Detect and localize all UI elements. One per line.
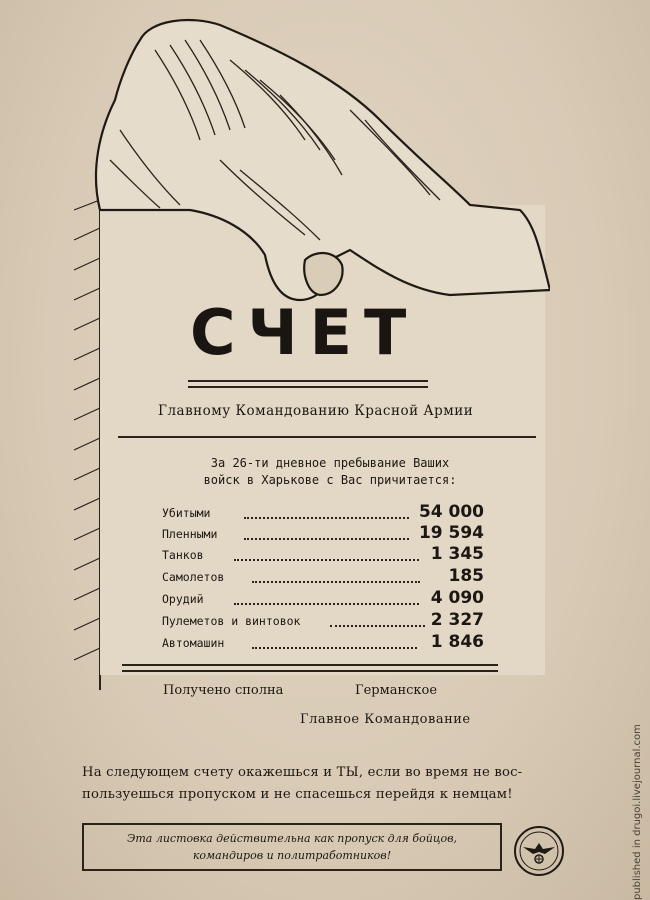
bill-row-machineguns (162, 610, 492, 630)
appeal-line-2: пользуешься пропуском и не спасешься перейдя к немцам! (82, 787, 513, 802)
dot-leader (252, 581, 420, 583)
intro-line-2: войск в Харькове с Вас причитается: (203, 473, 457, 487)
bill-row-killed (162, 502, 492, 522)
bill-row-vehicles (162, 632, 492, 652)
bill-row-value: 1 345 (430, 544, 484, 564)
header-divider (118, 436, 536, 438)
pass-line-1: Эта листовка действительна как пропуск для бойцов, (126, 832, 458, 845)
dot-leader (234, 559, 419, 561)
bill-row-label: Автомашин (162, 636, 225, 650)
dot-leader (234, 603, 419, 605)
bill-row-label: Пленными (162, 527, 218, 541)
dot-leader (330, 625, 425, 627)
title-underline (188, 380, 428, 382)
bill-row-label: Орудий (162, 592, 204, 606)
bill-row-value: 54 000 (418, 502, 484, 522)
received-text: Получено сполна (163, 683, 284, 698)
bill-row-value: 2 327 (430, 610, 484, 630)
pass-line-2: командиров и политработников! (192, 849, 392, 862)
eagle-seal-icon (513, 825, 565, 877)
signature-line-2: Главное Командование (300, 712, 471, 727)
appeal-line-1: На следующем счету окажешься и ТЫ, если во время не вос- (82, 765, 523, 780)
dot-leader (252, 647, 417, 649)
bill-row-label: Самолетов (162, 570, 225, 584)
title-underline-2 (188, 386, 428, 388)
bill-row-label: Пулеметов и винтовок (162, 614, 301, 628)
bill-row-value: 4 090 (430, 588, 484, 608)
appeal-text (82, 762, 562, 806)
dot-leader (244, 538, 409, 540)
addressee-line: Главному Командованию Красной Армии (158, 403, 474, 419)
dot-leader (244, 517, 409, 519)
bill-row-value: 19 594 (418, 523, 484, 543)
bill-row-prisoners (162, 523, 492, 543)
intro-text (180, 455, 480, 489)
bill-row-label: Танков (162, 548, 204, 562)
bill-row-aircraft (162, 566, 492, 586)
pass-notice-box (82, 823, 502, 871)
intro-line-1: За 26-ти дневное пребывание Ваших (210, 456, 450, 470)
bill-row-label: Убитыми (162, 506, 211, 520)
footer-divider-2 (122, 670, 498, 672)
bill-row-tanks (162, 544, 492, 564)
bill-row-guns (162, 588, 492, 608)
hand-illustration (80, 10, 550, 310)
bill-row-value: 185 (448, 566, 484, 586)
signature-line-1: Германское (355, 683, 438, 698)
bill-title: СЧЕТ (190, 296, 419, 369)
bill-row-value: 1 846 (430, 632, 484, 652)
source-watermark: published in drugoi.livejournal.com (632, 724, 643, 900)
footer-divider (122, 664, 498, 666)
